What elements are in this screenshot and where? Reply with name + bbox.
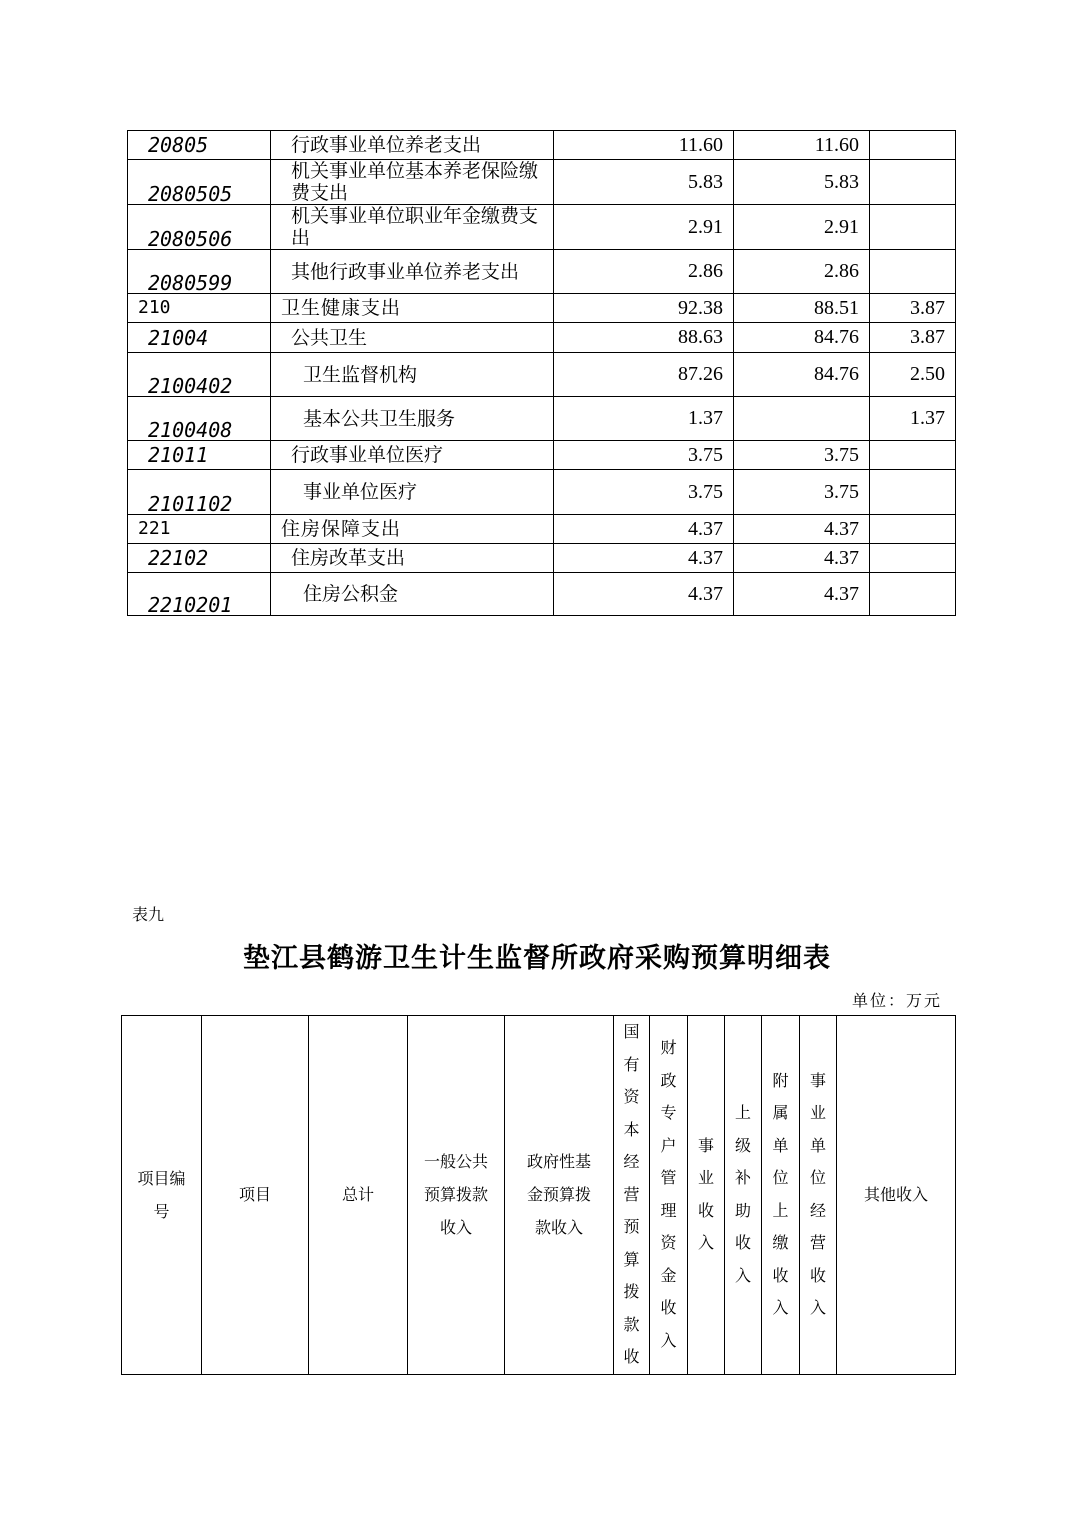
row-total: 92.38 (554, 294, 734, 323)
row-name: 住房公积金 (271, 573, 554, 616)
row-basic (734, 397, 870, 441)
row-basic: 4.37 (734, 544, 870, 573)
row-project (870, 205, 956, 250)
header-business-income: 事业收入 (688, 1016, 725, 1375)
row-name: 机关事业单位基本养老保险缴费支出 (271, 160, 554, 205)
header-item-code: 项目编号 (122, 1016, 202, 1375)
table-row (128, 515, 956, 544)
row-basic: 4.37 (734, 573, 870, 616)
row-basic: 84.76 (734, 353, 870, 397)
row-total: 87.26 (554, 353, 734, 397)
table-row (128, 160, 956, 205)
row-name: 公共卫生 (271, 323, 554, 353)
table-row (128, 397, 956, 441)
row-code: 2080506 (128, 205, 271, 250)
row-basic: 3.75 (734, 470, 870, 515)
row-project: 1.37 (870, 397, 956, 441)
row-project (870, 441, 956, 470)
row-total: 5.83 (554, 160, 734, 205)
row-project (870, 544, 956, 573)
row-total: 4.37 (554, 544, 734, 573)
header-gov-fund: 政府性基金预算拨款收入 (505, 1016, 614, 1375)
row-basic: 11.60 (734, 131, 870, 160)
table-row (128, 470, 956, 515)
row-code: 20805 (128, 131, 271, 160)
row-name: 卫生健康支出 (271, 294, 554, 323)
row-code: 2100408 (128, 397, 271, 441)
row-basic: 84.76 (734, 323, 870, 353)
row-total: 11.60 (554, 131, 734, 160)
row-name: 住房改革支出 (271, 544, 554, 573)
header-other-income: 其他收入 (837, 1016, 956, 1375)
row-total: 2.86 (554, 250, 734, 294)
header-row (122, 1016, 956, 1375)
table-row (128, 353, 956, 397)
table-row (128, 544, 956, 573)
row-project (870, 131, 956, 160)
row-total: 88.63 (554, 323, 734, 353)
row-name: 基本公共卫生服务 (271, 397, 554, 441)
row-project (870, 160, 956, 205)
row-project: 3.87 (870, 323, 956, 353)
table-row (128, 294, 956, 323)
row-name: 机关事业单位职业年金缴费支出 (271, 205, 554, 250)
row-total: 4.37 (554, 573, 734, 616)
row-project: 2.50 (870, 353, 956, 397)
row-code: 2100402 (128, 353, 271, 397)
header-general-budget: 一般公共预算拨款收入 (408, 1016, 505, 1375)
row-basic: 3.75 (734, 441, 870, 470)
row-basic: 2.91 (734, 205, 870, 250)
row-basic: 4.37 (734, 515, 870, 544)
row-project (870, 515, 956, 544)
row-basic: 88.51 (734, 294, 870, 323)
row-code: 21004 (128, 323, 271, 353)
row-total: 4.37 (554, 515, 734, 544)
table-row (128, 205, 956, 250)
table-row (128, 441, 956, 470)
table-row (128, 323, 956, 353)
row-total: 3.75 (554, 470, 734, 515)
row-code: 210 (128, 294, 271, 323)
row-name: 卫生监督机构 (271, 353, 554, 397)
row-code: 221 (128, 515, 271, 544)
row-basic: 5.83 (734, 160, 870, 205)
header-total: 总计 (309, 1016, 408, 1375)
row-project (870, 250, 956, 294)
header-operating-income: 事业单位经营收入 (800, 1016, 837, 1375)
row-code: 2080599 (128, 250, 271, 294)
row-project (870, 573, 956, 616)
row-code: 2080505 (128, 160, 271, 205)
row-name: 事业单位医疗 (271, 470, 554, 515)
table-row (128, 250, 956, 294)
row-basic: 2.86 (734, 250, 870, 294)
row-total: 2.91 (554, 205, 734, 250)
row-code: 21011 (128, 441, 271, 470)
header-superior-subsidy: 上级补助收入 (725, 1016, 762, 1375)
table-caption: 表九 (132, 905, 165, 924)
row-total: 3.75 (554, 441, 734, 470)
budget-table (127, 130, 956, 616)
row-name: 行政事业单位养老支出 (271, 131, 554, 160)
row-name: 住房保障支出 (271, 515, 554, 544)
row-code: 2210201 (128, 573, 271, 616)
table-row (128, 131, 956, 160)
report-title: 垫江县鹤游卫生计生监督所政府采购预算明细表 (243, 943, 831, 974)
row-name: 行政事业单位医疗 (271, 441, 554, 470)
procurement-header-table (121, 1015, 956, 1375)
header-affiliated-income: 附属单位上缴收入 (762, 1016, 800, 1375)
table-row (128, 573, 956, 616)
header-item: 项目 (202, 1016, 309, 1375)
row-name: 其他行政事业单位养老支出 (271, 250, 554, 294)
row-project (870, 470, 956, 515)
row-code: 2101102 (128, 470, 271, 515)
unit-label: 单位：万元 (851, 991, 942, 1010)
row-total: 1.37 (554, 397, 734, 441)
row-project: 3.87 (870, 294, 956, 323)
header-special-account: 财政专户管理资金收入 (650, 1016, 688, 1375)
header-state-capital: 国有资本经营预算拨款收 (614, 1016, 650, 1375)
row-code: 22102 (128, 544, 271, 573)
